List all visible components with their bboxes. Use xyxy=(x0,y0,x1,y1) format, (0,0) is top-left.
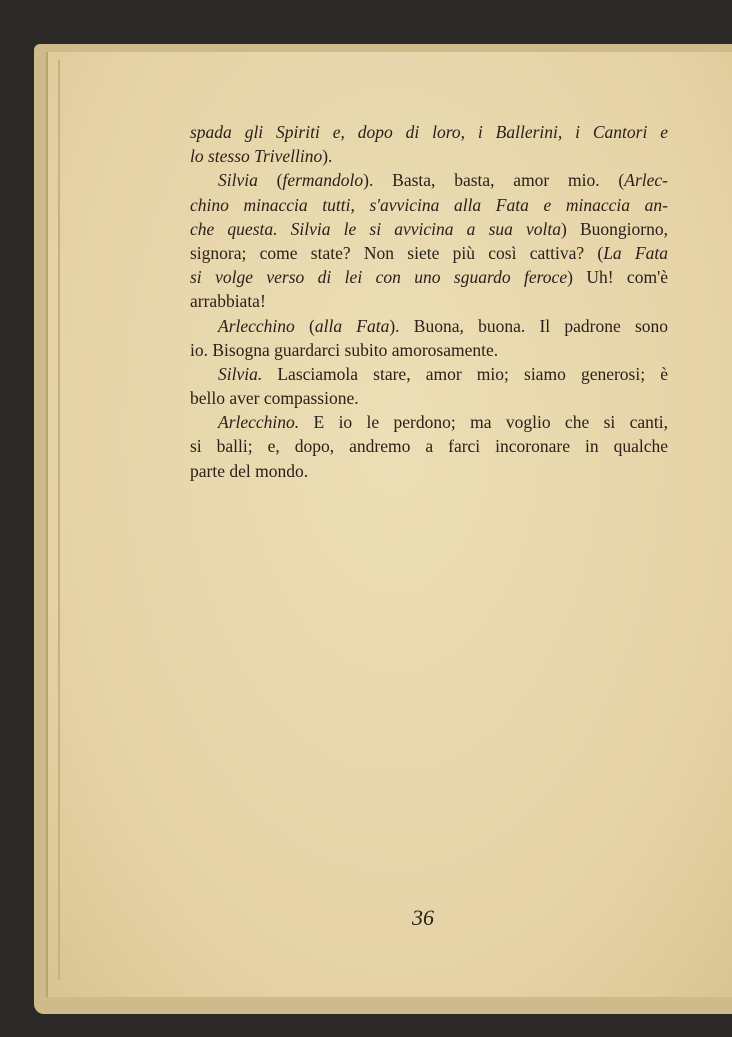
text-line xyxy=(190,459,668,483)
text-line xyxy=(190,289,668,313)
italic-text: Arlecchino xyxy=(218,315,295,336)
roman-text: ). Buona, buona. Il padrone sono xyxy=(389,315,669,336)
roman-text: E io le perdono; ma voglio che si canti, xyxy=(299,412,668,433)
roman-text: ). Basta, basta, amor mio. ( xyxy=(363,170,625,191)
italic-text: Arlecchino. xyxy=(218,412,300,433)
page-number: 36 xyxy=(412,905,434,930)
italic-text: Arlec- xyxy=(624,170,668,191)
italic-text: fermandolo xyxy=(282,170,364,191)
roman-text: ). xyxy=(322,146,333,167)
italic-text: chino minaccia tutti, s'avvicina alla Fata e minaccia an- xyxy=(190,194,668,215)
italic-text: che questa. Silvia le si avvicina a sua volta xyxy=(190,218,562,239)
text-line xyxy=(190,120,668,144)
roman-text: parte del mondo. xyxy=(190,460,309,481)
text-line xyxy=(190,144,668,168)
italic-text: Silvia. xyxy=(218,363,263,384)
roman-text: ) Buongiorno, xyxy=(561,218,668,239)
italic-text: Silvia xyxy=(218,170,258,191)
text-line xyxy=(190,362,668,386)
roman-text: si balli; e, dopo, andremo a farci incoronare in qualche xyxy=(190,436,668,457)
italic-text: alla Fata xyxy=(314,315,390,336)
text-line xyxy=(190,193,668,217)
text-line xyxy=(190,338,668,362)
roman-text: bello aver compassione. xyxy=(190,388,359,409)
italic-text: La Fata xyxy=(603,242,668,263)
text-line xyxy=(190,217,668,241)
text-line xyxy=(190,434,668,458)
roman-text: Lasciamola stare, amor mio; siamo generosi; è xyxy=(262,363,668,384)
roman-text: arrabbiata! xyxy=(190,291,266,312)
italic-text: spada gli Spiriti e, dopo di loro, i Ballerini, i Cantori e xyxy=(190,122,668,142)
body-text xyxy=(190,120,668,483)
roman-text: ( xyxy=(257,170,283,191)
text-line xyxy=(190,410,668,434)
text-line xyxy=(190,386,668,410)
roman-text: ) Uh! com'è xyxy=(567,267,668,288)
roman-text: signora; come state? Non siete più così cattiva? ( xyxy=(190,242,604,263)
italic-text: si volge verso di lei con uno sguardo feroce xyxy=(190,267,568,288)
text-line xyxy=(190,314,668,338)
text-line xyxy=(190,168,668,192)
text-line xyxy=(190,241,668,265)
roman-text: ( xyxy=(294,315,315,336)
text-line xyxy=(190,265,668,289)
italic-text: lo stesso Trivellino xyxy=(190,146,323,167)
page-fold-line xyxy=(58,60,60,980)
roman-text: io. Bisogna guardarci subito amorosamente. xyxy=(190,339,499,360)
